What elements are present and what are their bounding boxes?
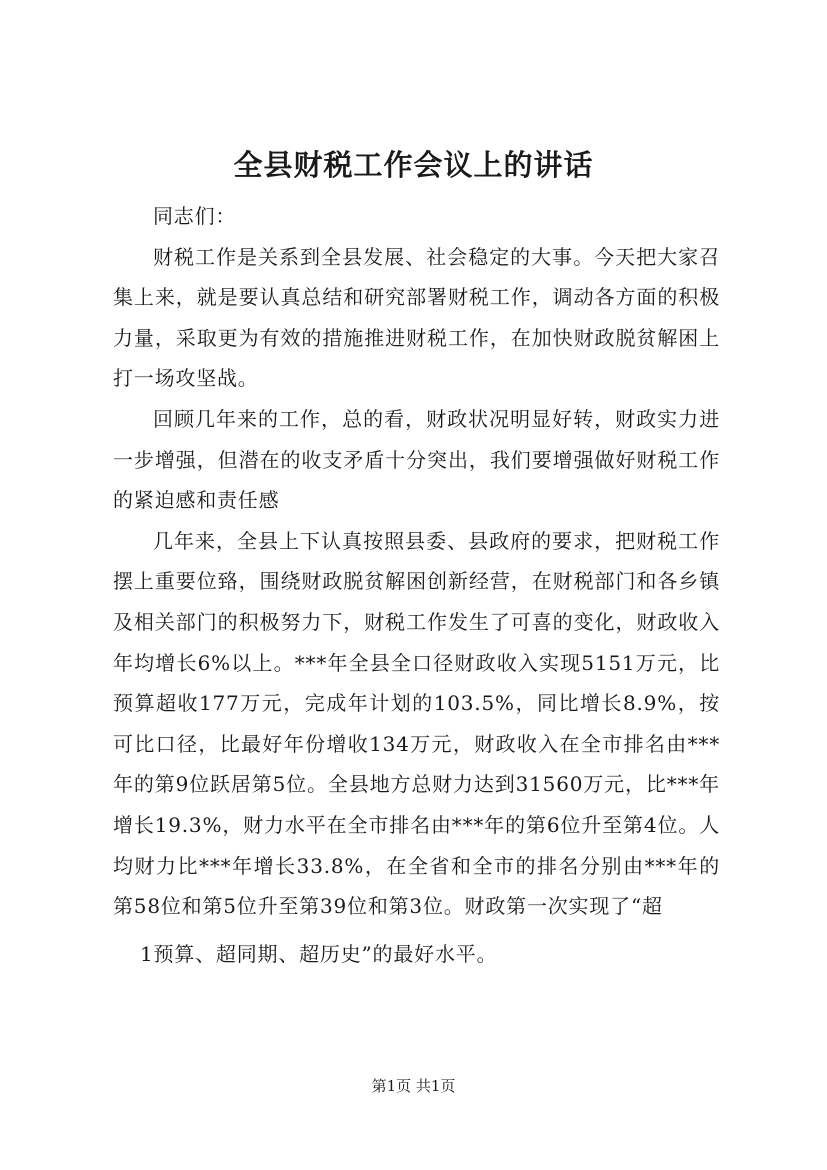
salutation: 同志们： — [153, 204, 237, 228]
document-title: 全县财税工作会议上的讲话 — [233, 148, 594, 182]
paragraph-1: 财税工作是关系到全县发展、社会稳定的大事。今天把大家召集上来，就是要认真总结和研究部署财税工作，调动各方面的积极力量，采取更为有效的措施推进财税工作，在加快财政脱贫解困上打一场攻坚战。 — [113, 244, 720, 391]
paragraph-3: 几年来，全县上下认真按照县委、县政府的要求，把财税工作摆上重要位臵，围绕财政脱贫解困创新经营，在财税部门和各乡镇及相关部门的积极努力下，财税工作发生了可喜的变化，财政收入年均增长6%以上。***年全县全口径财政收入实现5151万元，比预算超收177万元，完成年计划的103.5%，同比增长8.9%，按可比口径，比最好年份增收134万元，财政收入在全市排名由***年的第9位跃居第5位。全县地方总财力达到31560万元，比***年增长19.3%，财力水平在全市排名由***年的第6位升至第4位。人均财力比***年增长33.8%，在全省和全市的排名分别由***年的第58位和第5位升至第39位和第3位。财政第一次实现了“超 — [113, 528, 720, 919]
document-body — [113, 196, 720, 974]
page-footer: 第1页 共1页 — [371, 1077, 456, 1095]
paragraph-last-line: 1预算、超同期、超历史”的最好水平。 — [140, 941, 498, 966]
paragraph-2: 回顾几年来的工作，总的看，财政状况明显好转，财政实力进一步增强，但潜在的收支矛盾十分突出，我们要增强做好财税工作的紧迫感和责任感 — [113, 406, 720, 513]
